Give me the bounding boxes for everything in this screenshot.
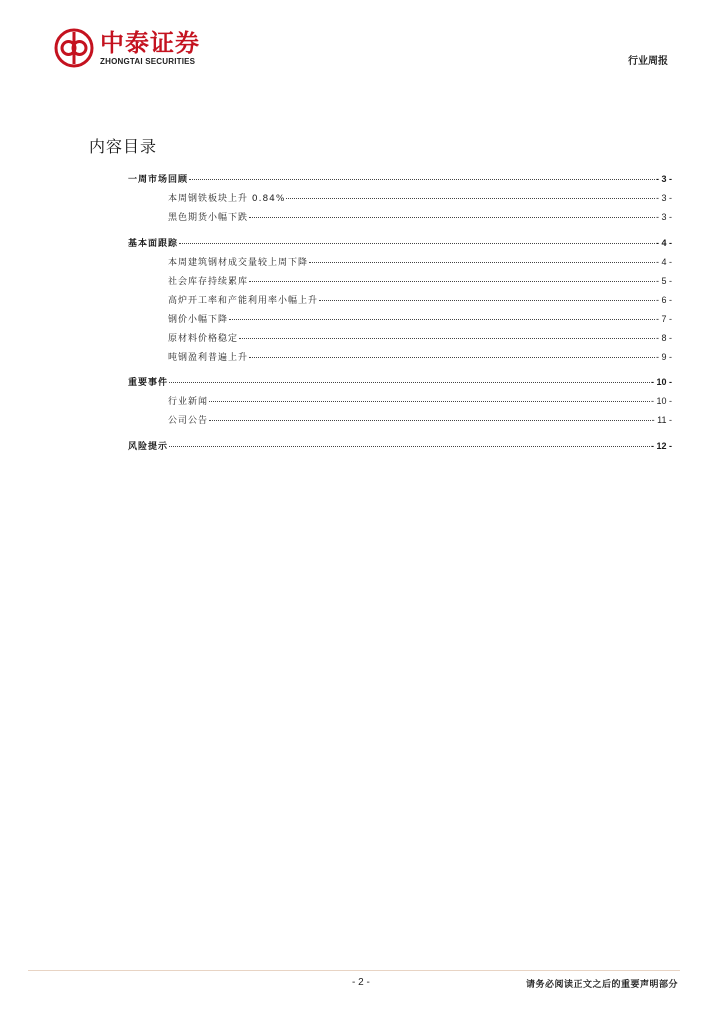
toc-entry-key-events[interactable] [128, 375, 672, 389]
toc-entry-label: 公司公告 [168, 416, 209, 426]
logo-english-name: ZHONGTAI SECURITIES [100, 56, 196, 66]
footer-disclaimer: 请务必阅读正文之后的重要声明部分 [525, 980, 678, 990]
toc-leader-dots [189, 179, 655, 180]
toc-entry-label: 吨钢盈利普遍上升 [168, 353, 249, 363]
toc-entry-label: 社会库存持续累库 [168, 277, 249, 287]
logo-chinese-name: 中泰证券 [100, 28, 200, 57]
logo-wordmark [100, 30, 200, 67]
toc-entry-page: - 3 - [655, 193, 672, 203]
toc-entry-page: - 3 - [655, 212, 672, 222]
toc-leader-dots [169, 382, 650, 383]
toc-leader-dots [249, 357, 655, 358]
toc-entry-page: - 7 - [655, 314, 672, 324]
toc-leader-dots [179, 243, 655, 244]
toc-leader-dots [309, 262, 655, 263]
toc-entry-page: - 11 - [651, 415, 672, 425]
toc-entry-fundamentals[interactable] [128, 236, 672, 250]
toc-entry-steel-sector-up[interactable] [168, 191, 672, 205]
toc-leader-dots [319, 300, 655, 301]
toc-entry-page: - 6 - [655, 295, 672, 305]
toc-leader-dots [249, 217, 655, 218]
toc-leader-dots [239, 338, 655, 339]
toc-entry-page: - 8 - [655, 333, 672, 343]
toc-leader-dots [209, 420, 651, 421]
toc-entry-market-review[interactable] [128, 172, 672, 186]
toc-entry-label: 高炉开工率和产能利用率小幅上升 [168, 296, 319, 306]
toc-entry-company-announcements[interactable] [168, 413, 672, 427]
toc-title: 内容目录 [89, 137, 158, 156]
toc-entry-label: 风险提示 [128, 442, 169, 452]
toc-entry-profit-per-ton[interactable] [168, 350, 672, 364]
toc-entry-page: - 10 - [650, 396, 672, 406]
toc-entry-page: - 4 - [655, 238, 672, 248]
toc-entry-raw-material-price[interactable] [168, 331, 672, 345]
toc-entry-blast-furnace[interactable] [168, 293, 672, 307]
toc-entry-industry-news[interactable] [168, 394, 672, 408]
toc-leader-dots [169, 446, 650, 447]
toc-leader-dots [209, 401, 650, 402]
toc-entry-page: - 12 - [650, 441, 672, 451]
toc-entry-label: 钢价小幅下降 [168, 315, 229, 325]
toc-leader-dots [249, 281, 655, 282]
report-type-label: 行业周报 [628, 56, 668, 67]
toc-entry-risk-warning[interactable] [128, 439, 672, 453]
toc-entry-steel-price[interactable] [168, 312, 672, 326]
toc-entry-social-inventory[interactable] [168, 274, 672, 288]
toc-leader-dots [229, 319, 655, 320]
toc-entry-page: - 3 - [655, 174, 672, 184]
toc-entry-page: - 4 - [655, 257, 672, 267]
toc-entry-label: 原材料价格稳定 [168, 334, 239, 344]
company-logo [54, 28, 200, 68]
toc-entry-label: 行业新闻 [168, 397, 209, 407]
zhongtai-logo-icon [54, 28, 94, 68]
toc-entry-label: 一周市场回顾 [128, 175, 189, 185]
toc-entry-label: 本周建筑钢材成交量较上周下降 [168, 258, 309, 268]
toc-entry-page: - 5 - [655, 276, 672, 286]
toc-entry-label: 本周钢铁板块上升 0.84% [168, 194, 286, 204]
toc-entry-page: - 9 - [655, 352, 672, 362]
page-number: - 2 - [352, 977, 370, 988]
toc-entry-ferrous-futures[interactable] [168, 210, 672, 224]
toc-entry-label: 黑色期货小幅下跌 [168, 213, 249, 223]
toc-entry-label: 基本面跟踪 [128, 239, 179, 249]
toc-leader-dots [286, 198, 655, 199]
toc-entry-page: - 10 - [650, 377, 672, 387]
footer-divider [28, 970, 680, 971]
toc-entry-label: 重要事件 [128, 378, 169, 388]
toc-entry-construction-steel-volume[interactable] [168, 255, 672, 269]
